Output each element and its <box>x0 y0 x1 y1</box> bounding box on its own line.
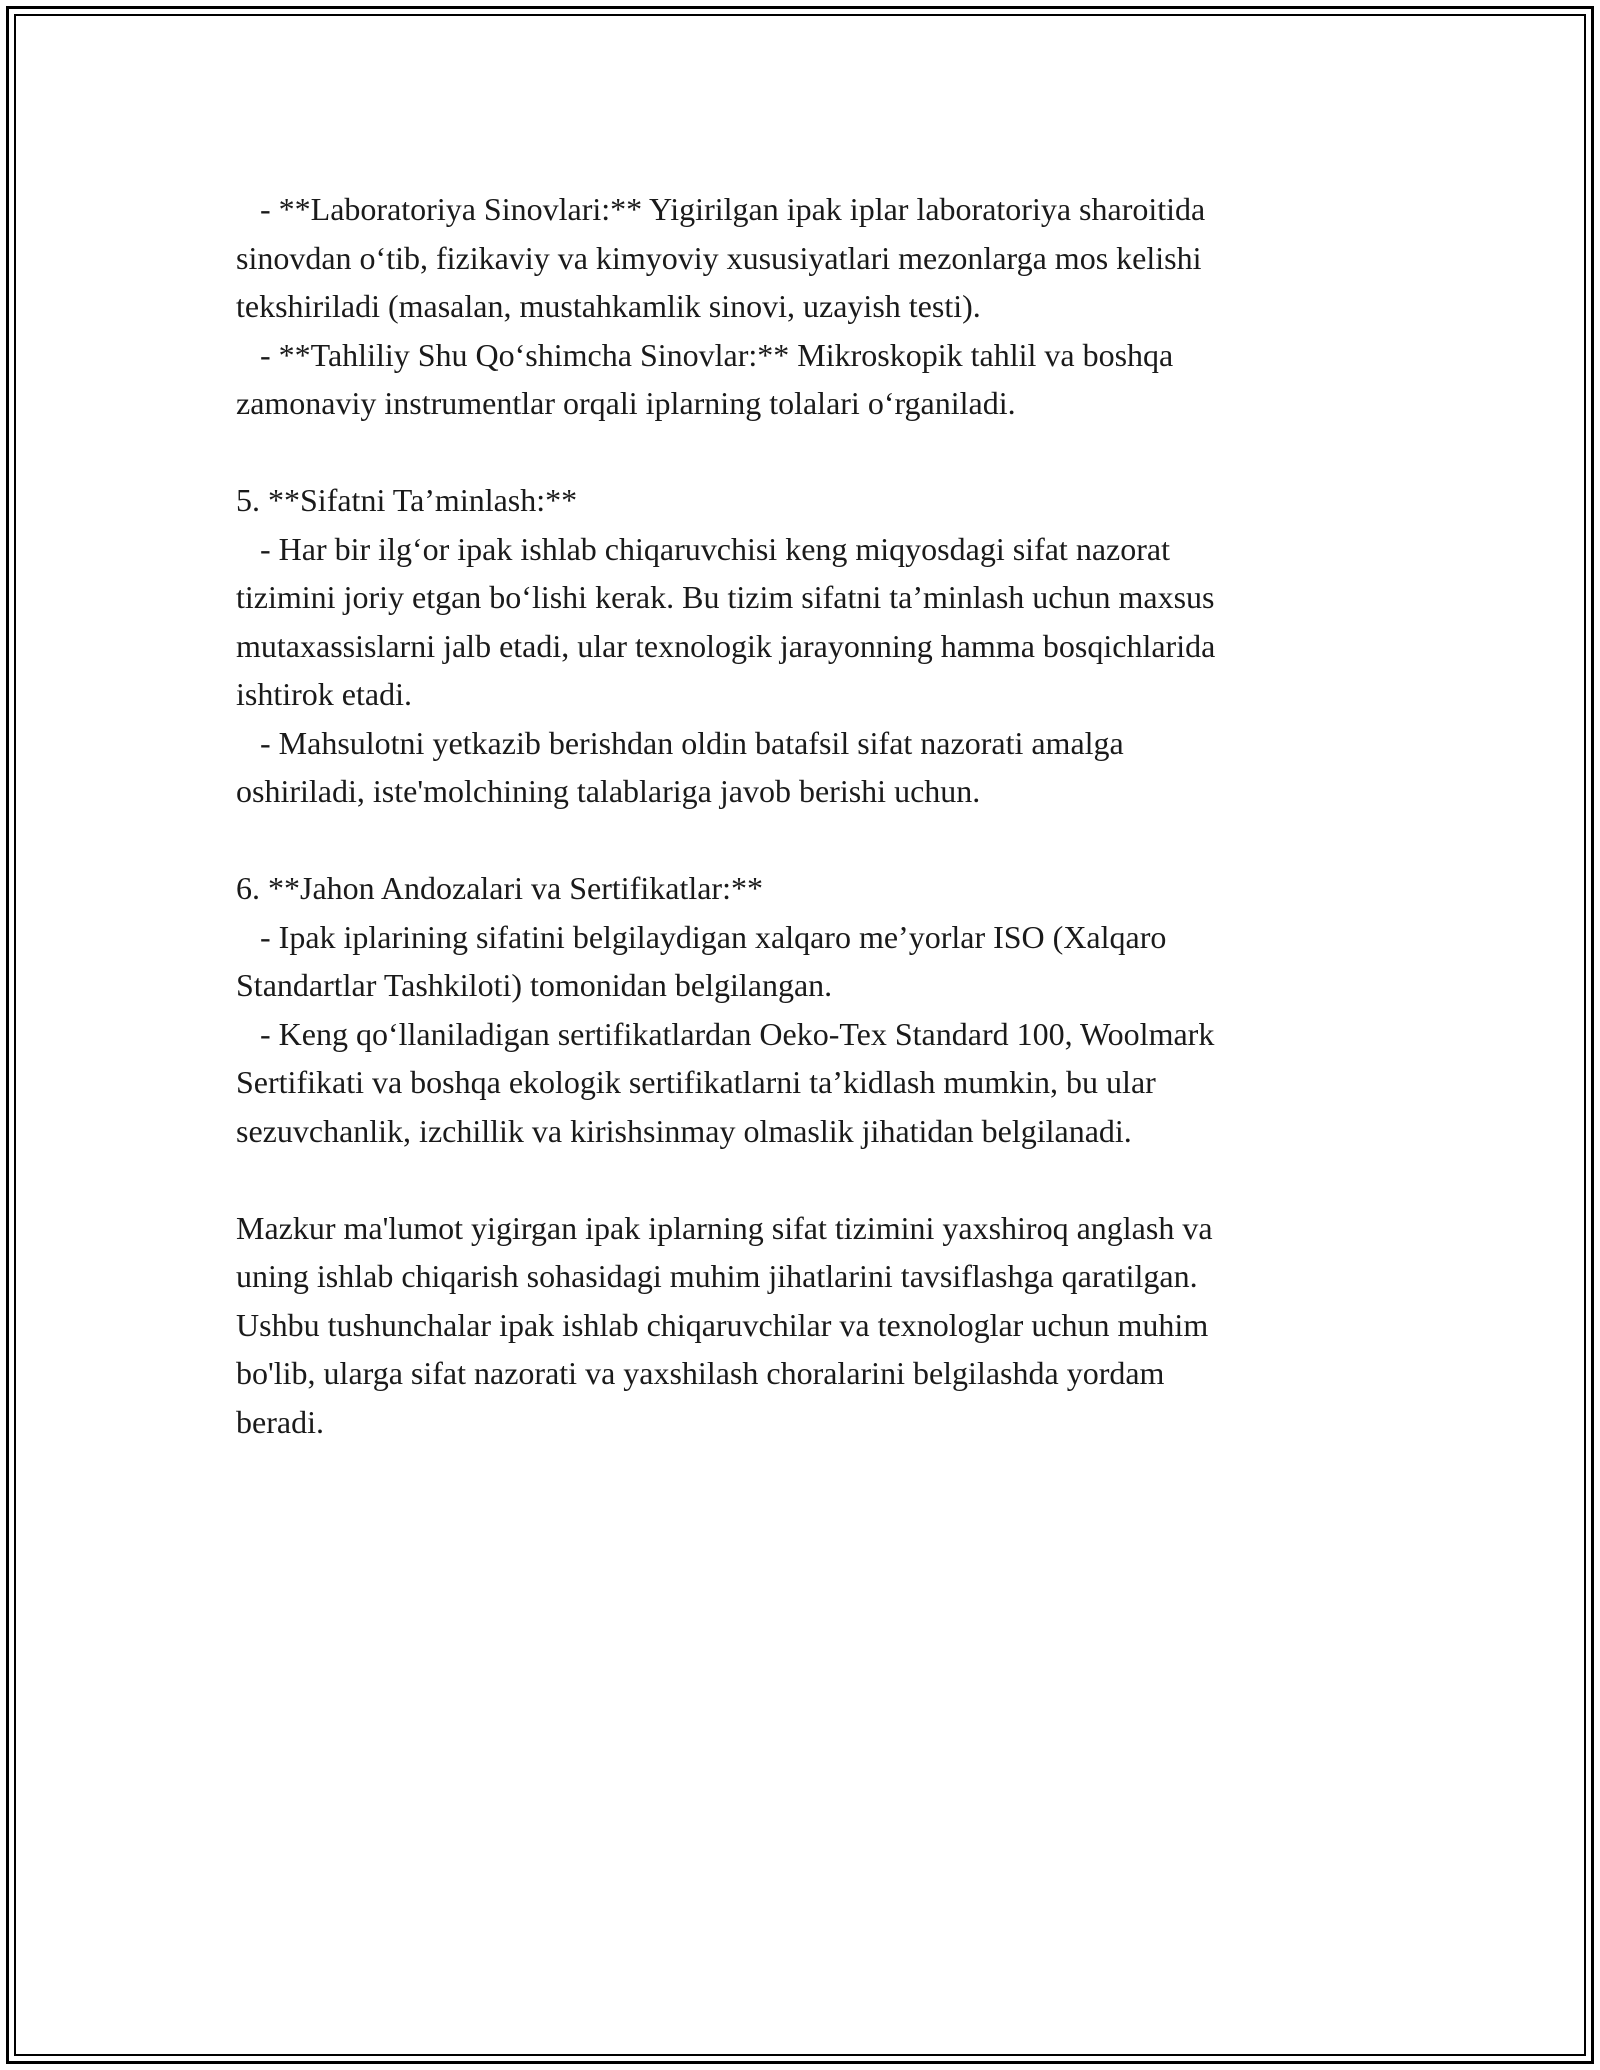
paragraph-gap <box>236 428 1366 477</box>
text-line: sinovdan oʻtib, fizikaviy va kimyoviy xususiyatlari mezonlarga mos kelishi <box>236 239 1202 276</box>
text-line: Standartlar Tashkiloti) tomonidan belgilangan. <box>236 967 833 1003</box>
text-line: tizimini joriy etgan boʻlishi kerak. Bu tizim sifatni ta’minlash uchun maxsus <box>236 579 1215 615</box>
text-line: uning ishlab chiqarish sohasidagi muhim jihatlarini tavsiflashga qaratilgan. <box>236 1258 1198 1294</box>
text-line: bo'lib, ularga sifat nazorati va yaxshilash choralarini belgilashda yordam <box>236 1355 1165 1391</box>
section-5-quality-assurance <box>236 476 1366 816</box>
text-line: Sertifikati va boshqa ekologik sertifikatlarni ta’kidlash mumkin, bu ular <box>236 1064 1156 1100</box>
text-line: - Mahsulotni yetkazib berishdan oldin batafsil sifat nazorati amalga <box>236 724 1124 761</box>
text-line: sezuvchanlik, izchillik va kirishsinmay olmaslik jihatidan belgilanadi. <box>236 1112 1132 1149</box>
section-heading: 5. **Sifatni Ta’minlash:** <box>236 482 578 518</box>
paragraph-gap <box>236 1155 1366 1204</box>
text-line: - Ipak iplarining sifatini belgilaydigan xalqaro me’yorlar ISO (Xalqaro <box>236 918 1167 955</box>
paragraph-laboratory-tests <box>236 185 1366 428</box>
text-line: Mazkur ma'lumot yigirgan ipak iplarning sifat tizimini yaxshiroq anglash va <box>236 1209 1213 1246</box>
text-line: zamonaviy instrumentlar orqali iplarning tolalari oʻrganiladi. <box>236 385 1016 421</box>
text-line: - Keng qoʻllaniladigan sertifikatlardan Oeko-Tex Standard 100, Woolmark <box>236 1015 1215 1052</box>
text-line: Ushbu tushunchalar ipak ishlab chiqaruvchilar va texnologlar uchun muhim <box>236 1306 1209 1343</box>
section-heading: 6. **Jahon Andozalari va Sertifikatlar:** <box>236 870 763 906</box>
text-line: tekshiriladi (masalan, mustahkamlik sinovi, uzayish testi). <box>236 288 981 324</box>
text-line: beradi. <box>236 1403 324 1440</box>
text-line: - **Laboratoriya Sinovlari:** Yigirilgan ipak iplar laboratoriya sharoitida <box>236 191 1206 227</box>
text-line: - Har bir ilgʻor ipak ishlab chiqaruvchisi keng miqyosdagi sifat nazorat <box>236 530 1170 567</box>
document-body <box>236 185 1366 1446</box>
paragraph-conclusion <box>236 1204 1366 1447</box>
text-line: oshiriladi, iste'molchining talablariga javob berishi uchun. <box>236 773 981 809</box>
paragraph-gap <box>236 816 1366 865</box>
section-6-world-standards <box>236 864 1366 1155</box>
text-line: - **Tahliliy Shu Qoʻshimcha Sinovlar:** Mikroskopik tahlil va boshqa <box>236 336 1174 373</box>
text-line: ishtirok etadi. <box>236 676 412 712</box>
text-line: mutaxassislarni jalb etadi, ular texnologik jarayonning hamma bosqichlarida <box>236 627 1216 664</box>
